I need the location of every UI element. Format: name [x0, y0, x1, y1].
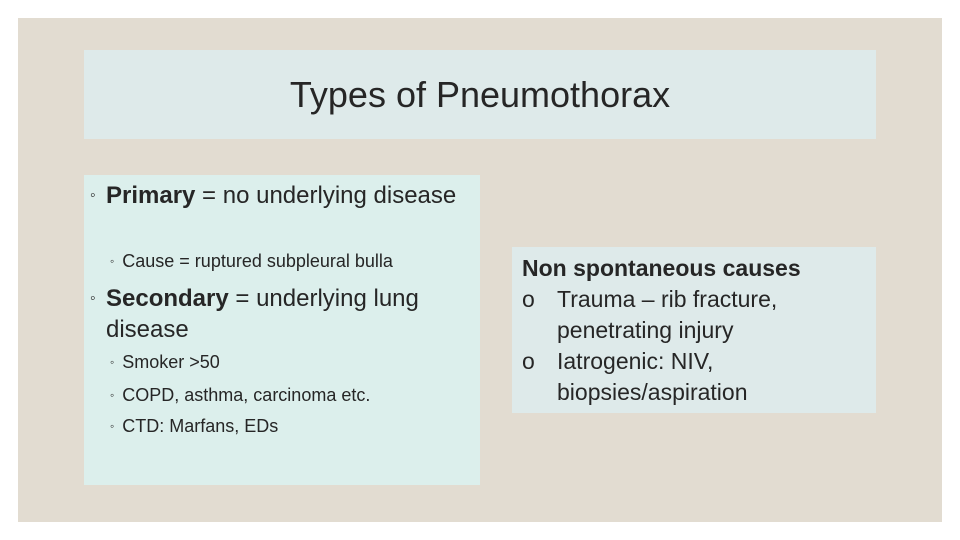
secondary-sub-item — [110, 384, 370, 406]
types-content-box — [84, 175, 480, 485]
secondary-sub-text: COPD, asthma, carcinoma etc. — [122, 385, 371, 405]
cause-item — [522, 284, 876, 346]
bullet-icon: ◦ — [110, 355, 115, 369]
bullet-icon: ◦ — [90, 187, 96, 204]
secondary-sub-text: CTD: Marfans, EDs — [122, 416, 279, 436]
bullet-icon: o — [522, 348, 535, 374]
secondary-definition: = underlying lung disease — [106, 285, 419, 343]
bullet-icon: ◦ — [90, 290, 96, 307]
primary-cause-text: Cause = ruptured subpleural bulla — [122, 251, 393, 271]
non-spontaneous-box — [512, 247, 876, 413]
bullet-icon: ◦ — [110, 388, 115, 402]
primary-item — [90, 180, 470, 211]
secondary-term: Secondary — [106, 285, 229, 312]
cause-item — [522, 346, 876, 408]
primary-cause-item — [110, 250, 393, 272]
cause-text: Iatrogenic: NIV, biopsies/aspiration — [557, 348, 748, 405]
bullet-icon: ◦ — [110, 419, 115, 433]
secondary-item — [90, 283, 470, 345]
secondary-sub-item — [110, 415, 278, 437]
secondary-sub-text: Smoker >50 — [122, 352, 220, 372]
non-spontaneous-heading: Non spontaneous causes — [522, 255, 801, 281]
bullet-icon: ◦ — [110, 254, 115, 268]
primary-term: Primary — [106, 182, 196, 209]
slide-title: Types of Pneumothorax — [289, 73, 671, 115]
title-box — [84, 50, 876, 139]
primary-definition: = no underlying disease — [195, 182, 457, 209]
secondary-sub-item — [110, 351, 220, 373]
bullet-icon: o — [522, 286, 535, 312]
cause-text: Trauma – rib fracture, penetrating injury — [557, 286, 778, 343]
